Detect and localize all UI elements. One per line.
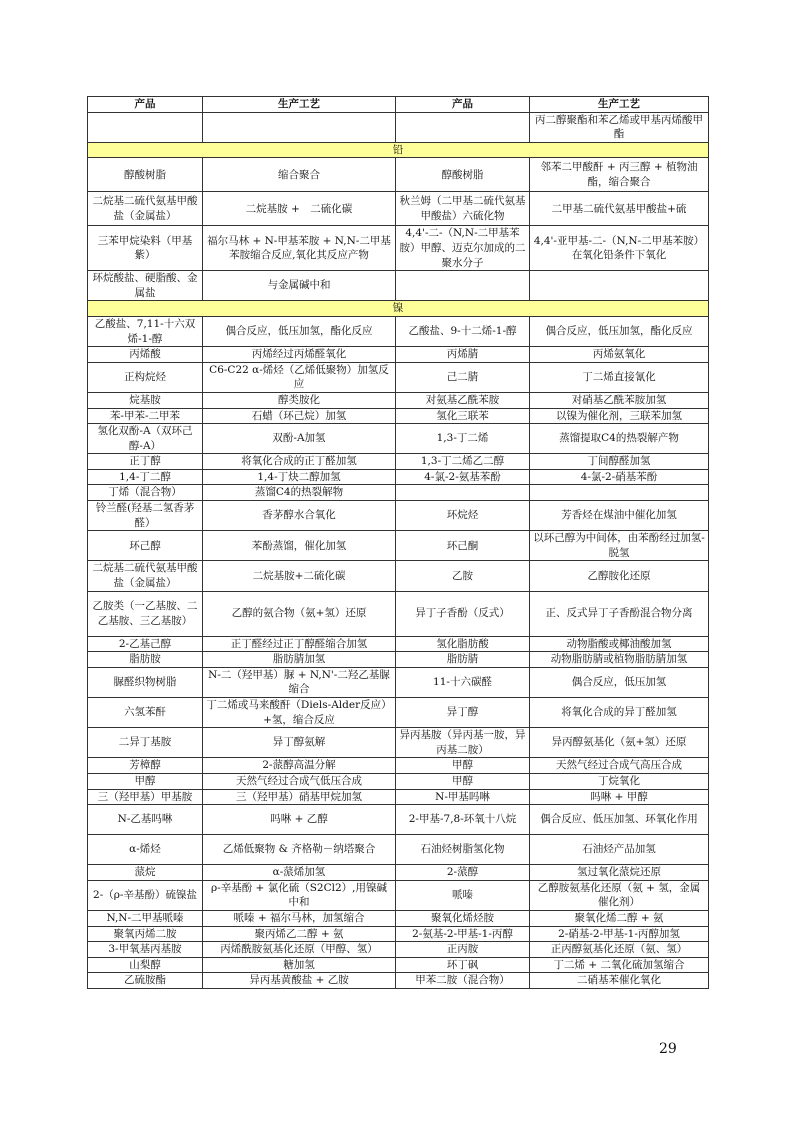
process-cell: 缩合聚合 xyxy=(203,158,396,192)
product-cell: N-乙基吗啉 xyxy=(88,805,203,835)
product-cell: 烷基胺 xyxy=(88,392,203,408)
product-cell: 2-氨基-2-甲基-1-丙醇 xyxy=(396,926,530,942)
process-cell: 与金属碱中和 xyxy=(203,271,396,301)
product-cell: 二烷基二硫代氨基甲酸盐（金属盐） xyxy=(88,561,203,591)
header-process-2: 生产工艺 xyxy=(530,97,709,113)
table-row xyxy=(88,226,709,271)
table-row xyxy=(88,957,709,973)
table-row xyxy=(88,347,709,363)
process-cell: 乙醇胺氨基化还原（氨 + 氢，金属催化剂） xyxy=(530,880,709,910)
product-cell: 二异丁基胺 xyxy=(88,728,203,758)
process-cell: 偶合反应，低压加氢，酯化反应 xyxy=(530,316,709,346)
table-row xyxy=(88,805,709,835)
process-cell xyxy=(530,271,709,301)
process-cell: 二甲基二硫代氨基甲酸盐+硫 xyxy=(530,192,709,226)
process-cell: 二烷基胺+二硫化碳 xyxy=(203,561,396,591)
table-row xyxy=(88,192,709,226)
table-row xyxy=(88,910,709,926)
product-cell: 环己醇 xyxy=(88,531,203,561)
product-cell: 氢化三联苯 xyxy=(396,408,530,424)
process-cell: 1,4-丁炔二醇加氢 xyxy=(203,469,396,485)
product-cell: 3-甲氧基丙基胺 xyxy=(88,942,203,958)
product-cell: 山梨醇 xyxy=(88,957,203,973)
product-cell: 脂肪腈 xyxy=(396,652,530,668)
product-cell: 乙胺 xyxy=(396,561,530,591)
product-cell: 脂肪胺 xyxy=(88,652,203,668)
product-cell: 4,4'-二-（N,N-二甲基苯胺）甲醇、迈克尔加成的二聚水分子 xyxy=(396,226,530,271)
product-cell: N-甲基吗啉 xyxy=(396,789,530,805)
product-cell: 聚氧化烯烃胺 xyxy=(396,910,530,926)
table-row xyxy=(88,362,709,392)
table-row xyxy=(88,424,709,454)
product-cell: 甲苯二胺（混合物） xyxy=(396,973,530,989)
product-cell: 氢化脂肪酸 xyxy=(396,636,530,652)
product-cell: 六氢苯酐 xyxy=(88,698,203,728)
product-cell: 甲醇 xyxy=(88,773,203,789)
product-cell: 甲醇 xyxy=(396,758,530,774)
table-row xyxy=(88,469,709,485)
product-cell: 脲醛织物树脂 xyxy=(88,667,203,697)
table-row xyxy=(88,667,709,697)
process-cell: 糖加氢 xyxy=(203,957,396,973)
process-cell: 聚氧化烯二醇 + 氨 xyxy=(530,910,709,926)
table-row xyxy=(88,942,709,958)
header-process-1: 生产工艺 xyxy=(203,97,396,113)
process-cell: 2-硝基-2-甲基-1-丙醇加氢 xyxy=(530,926,709,942)
product-cell xyxy=(396,112,530,142)
process-cell: C6-C22 α-烯烃（乙烯低聚物）加氢反应 xyxy=(203,362,396,392)
product-cell: 4-氯-2-氨基苯酚 xyxy=(396,469,530,485)
process-cell: 2-蒎醇高温分解 xyxy=(203,758,396,774)
product-cell: 正构烷烃 xyxy=(88,362,203,392)
product-cell: 乙酸盐、7,11-十六双烯-1-醇 xyxy=(88,316,203,346)
process-cell: 醇类胺化 xyxy=(203,392,396,408)
product-cell: 正丁醇 xyxy=(88,454,203,470)
product-cell: 丙烯酸 xyxy=(88,347,203,363)
product-cell: 己二腈 xyxy=(396,362,530,392)
process-cell: 4-氯-2-硝基苯酚 xyxy=(530,469,709,485)
section-title: 镍 xyxy=(88,301,709,317)
process-cell: 芳香烃在煤油中催化加氢 xyxy=(530,501,709,531)
process-cell: 吗啉 + 乙醇 xyxy=(203,805,396,835)
header-product-2: 产品 xyxy=(396,97,530,113)
process-cell: 丙二醇聚酯和苯乙烯或甲基丙烯酸甲酯 xyxy=(530,112,709,142)
process-cell: N-二（羟甲基）脲 + N,N'-二羟乙基脲缩合 xyxy=(203,667,396,697)
process-cell: 吗啉 + 甲醇 xyxy=(530,789,709,805)
process-cell: 氢过氧化蒎烷还原 xyxy=(530,865,709,881)
table-row xyxy=(88,652,709,668)
product-cell: 2-蒎醇 xyxy=(396,865,530,881)
table-row xyxy=(88,158,709,192)
product-cell: 异丁子香酚（反式） xyxy=(396,591,530,636)
table-row xyxy=(88,880,709,910)
product-cell: 铃兰醛(羟基二氢香茅醛） xyxy=(88,501,203,531)
process-cell: 天然气经过合成气低压合成 xyxy=(203,773,396,789)
product-cell: 蒎烷 xyxy=(88,865,203,881)
process-cell: 动物脂酸或椰油酸加氢 xyxy=(530,636,709,652)
product-cell: 异丁醇 xyxy=(396,698,530,728)
process-cell: 乙醇的氨合物（氨+氢）还原 xyxy=(203,591,396,636)
process-cell: 异丙醇氨基化（氨+氢）还原 xyxy=(530,728,709,758)
product-cell: 三（羟甲基）甲基胺 xyxy=(88,789,203,805)
process-cell: 偶合反应，低压加氢，酯化反应 xyxy=(203,316,396,346)
process-cell: 丁二烯 + 二氧化硫加氢缩合 xyxy=(530,957,709,973)
process-cell: 香茅醇水合氧化 xyxy=(203,501,396,531)
table-row xyxy=(88,271,709,301)
table-row xyxy=(88,531,709,561)
process-cell: 将氧化合成的正丁醛加氢 xyxy=(203,454,396,470)
process-cell: 对硝基乙酰苯胺加氢 xyxy=(530,392,709,408)
process-cell: 异丁醇氨解 xyxy=(203,728,396,758)
product-cell: 对氨基乙酰苯胺 xyxy=(396,392,530,408)
product-cell: 1,3-丁二烯 xyxy=(396,424,530,454)
process-cell: 丁间醇醛加氢 xyxy=(530,454,709,470)
products-process-table xyxy=(87,96,709,989)
table-row xyxy=(88,501,709,531)
section-row xyxy=(88,301,709,317)
product-cell: 正丙胺 xyxy=(396,942,530,958)
process-cell: 石油烃产品加氢 xyxy=(530,835,709,865)
process-cell: 二烷基胺 + 二硫化碳 xyxy=(203,192,396,226)
process-cell: 乙烯低聚物 & 齐格勒－纳塔聚合 xyxy=(203,835,396,865)
product-cell: 乙酸盐、9-十二烯-1-醇 xyxy=(396,316,530,346)
product-cell: 2-（ρ-辛基酚）硫镍盐 xyxy=(88,880,203,910)
table-row xyxy=(88,728,709,758)
table-row xyxy=(88,454,709,470)
product-cell: 芳樟醇 xyxy=(88,758,203,774)
product-cell: N,N-二甲基哌嗪 xyxy=(88,910,203,926)
process-cell: 正、反式异丁子香酚混合物分离 xyxy=(530,591,709,636)
process-cell: 乙醇胺化还原 xyxy=(530,561,709,591)
process-cell: 正丙醇氨基化还原（氨、氢） xyxy=(530,942,709,958)
table-row xyxy=(88,408,709,424)
product-cell: 环烷烃 xyxy=(396,501,530,531)
product-cell: 1,4-丁二醇 xyxy=(88,469,203,485)
process-cell: 丙烯经过丙烯醛氧化 xyxy=(203,347,396,363)
product-cell xyxy=(88,112,203,142)
table-row xyxy=(88,561,709,591)
product-cell: 丁烯（混合物） xyxy=(88,485,203,501)
section-title: 铅 xyxy=(88,142,709,158)
process-cell: 双酚-A加氢 xyxy=(203,424,396,454)
process-cell: 聚丙烯乙二醇 + 氨 xyxy=(203,926,396,942)
process-cell xyxy=(530,485,709,501)
process-cell: 蒸馏提取C4的热裂解产物 xyxy=(530,424,709,454)
table-row xyxy=(88,835,709,865)
table-row xyxy=(88,636,709,652)
table-row xyxy=(88,485,709,501)
table-row xyxy=(88,773,709,789)
table-row xyxy=(88,758,709,774)
product-cell: 环烷酸盐、硬脂酸、金属盐 xyxy=(88,271,203,301)
product-cell: α-烯烃 xyxy=(88,835,203,865)
product-cell: 聚氧丙烯二胺 xyxy=(88,926,203,942)
product-cell: 苯-甲苯-二甲苯 xyxy=(88,408,203,424)
section-row xyxy=(88,142,709,158)
product-cell: 环丁砜 xyxy=(396,957,530,973)
header-product-1: 产品 xyxy=(88,97,203,113)
product-cell: 甲醇 xyxy=(396,773,530,789)
process-cell: 偶合反应、低压加氢、环氧化作用 xyxy=(530,805,709,835)
process-cell: 异丙基黄酸盐 + 乙胺 xyxy=(203,973,396,989)
product-cell: 氢化双酚-A（双环己醇-A） xyxy=(88,424,203,454)
header-row xyxy=(88,97,709,113)
product-cell: 乙硫胺酯 xyxy=(88,973,203,989)
process-cell: 正丁醛经过正丁醇醛缩合加氢 xyxy=(203,636,396,652)
process-cell: 动物脂肪腈或植物脂肪腈加氢 xyxy=(530,652,709,668)
table-row xyxy=(88,698,709,728)
process-cell: 丙烯氨氧化 xyxy=(530,347,709,363)
process-cell: 丁烷氧化 xyxy=(530,773,709,789)
product-cell: 环己酮 xyxy=(396,531,530,561)
product-cell: 秋兰姆（二甲基二硫代氨基甲酸盐）六硫化物 xyxy=(396,192,530,226)
process-cell: 福尔马林 + N-甲基苯胺 + N,N-二甲基苯胺缩合反应,氧化其反应产物 xyxy=(203,226,396,271)
product-cell: 醇酸树脂 xyxy=(396,158,530,192)
table-row xyxy=(88,973,709,989)
process-cell: 天然气经过合成气高压合成 xyxy=(530,758,709,774)
table-row xyxy=(88,926,709,942)
process-cell: 以镍为催化剂，三联苯加氢 xyxy=(530,408,709,424)
product-cell: 丙烯腈 xyxy=(396,347,530,363)
process-cell: 蒸馏C4的热裂解物 xyxy=(203,485,396,501)
process-cell: 4,4'-亚甲基-二-（N,N-二甲基苯胺）在氧化铅条件下氧化 xyxy=(530,226,709,271)
product-cell: 石油烃树脂氢化物 xyxy=(396,835,530,865)
product-cell: 乙胺类（一乙基胺、二乙基胺、三乙基胺） xyxy=(88,591,203,636)
table-row xyxy=(88,789,709,805)
process-cell: 以环己醇为中间体，由苯酚经过加氢-脱氢 xyxy=(530,531,709,561)
product-cell: 11-十六碳醛 xyxy=(396,667,530,697)
process-cell: 丁二烯或马来酸酐（Diels-Alder反应）+氢，缩合反应 xyxy=(203,698,396,728)
table-body xyxy=(88,112,709,988)
process-cell: 二硝基苯催化氧化 xyxy=(530,973,709,989)
product-cell xyxy=(396,485,530,501)
product-cell: 2-甲基-7,8-环氧十八烷 xyxy=(396,805,530,835)
product-cell: 三苯甲烷染料（甲基紫） xyxy=(88,226,203,271)
process-cell xyxy=(203,112,396,142)
table-row xyxy=(88,392,709,408)
process-cell: 丙烯酰胺氨基化还原（甲醇、氢） xyxy=(203,942,396,958)
process-cell: 哌嗪 + 福尔马林，加氢缩合 xyxy=(203,910,396,926)
process-cell: 脂肪腈加氢 xyxy=(203,652,396,668)
process-cell: 三（羟甲基）硝基甲烷加氢 xyxy=(203,789,396,805)
process-cell: 将氧化合成的异丁醛加氢 xyxy=(530,698,709,728)
process-cell: 偶合反应，低压加氢 xyxy=(530,667,709,697)
process-cell: 石蜡（环己烷）加氢 xyxy=(203,408,396,424)
process-cell: 苯酚蒸馏，催化加氢 xyxy=(203,531,396,561)
product-cell: 1,3-丁二烯乙二醇 xyxy=(396,454,530,470)
process-cell: 邻苯二甲酸酐 + 丙三醇 + 植物油酯，缩合聚合 xyxy=(530,158,709,192)
process-cell: α-蒎烯加氢 xyxy=(203,865,396,881)
table-row xyxy=(88,591,709,636)
table-row xyxy=(88,112,709,142)
process-cell: ρ-辛基酚 + 氯化硫（S2Cl2）,用镍碱中和 xyxy=(203,880,396,910)
product-cell: 二烷基二硫代氨基甲酸盐（金属盐） xyxy=(88,192,203,226)
page-number: 29 xyxy=(659,1041,677,1057)
table-row xyxy=(88,316,709,346)
process-cell: 丁二烯直接氰化 xyxy=(530,362,709,392)
product-cell xyxy=(396,271,530,301)
product-cell: 醇酸树脂 xyxy=(88,158,203,192)
product-cell: 异丙基胺（异丙基一胺，异丙基二胺） xyxy=(396,728,530,758)
table-row xyxy=(88,865,709,881)
product-cell: 哌嗪 xyxy=(396,880,530,910)
product-cell: 2-乙基己醇 xyxy=(88,636,203,652)
